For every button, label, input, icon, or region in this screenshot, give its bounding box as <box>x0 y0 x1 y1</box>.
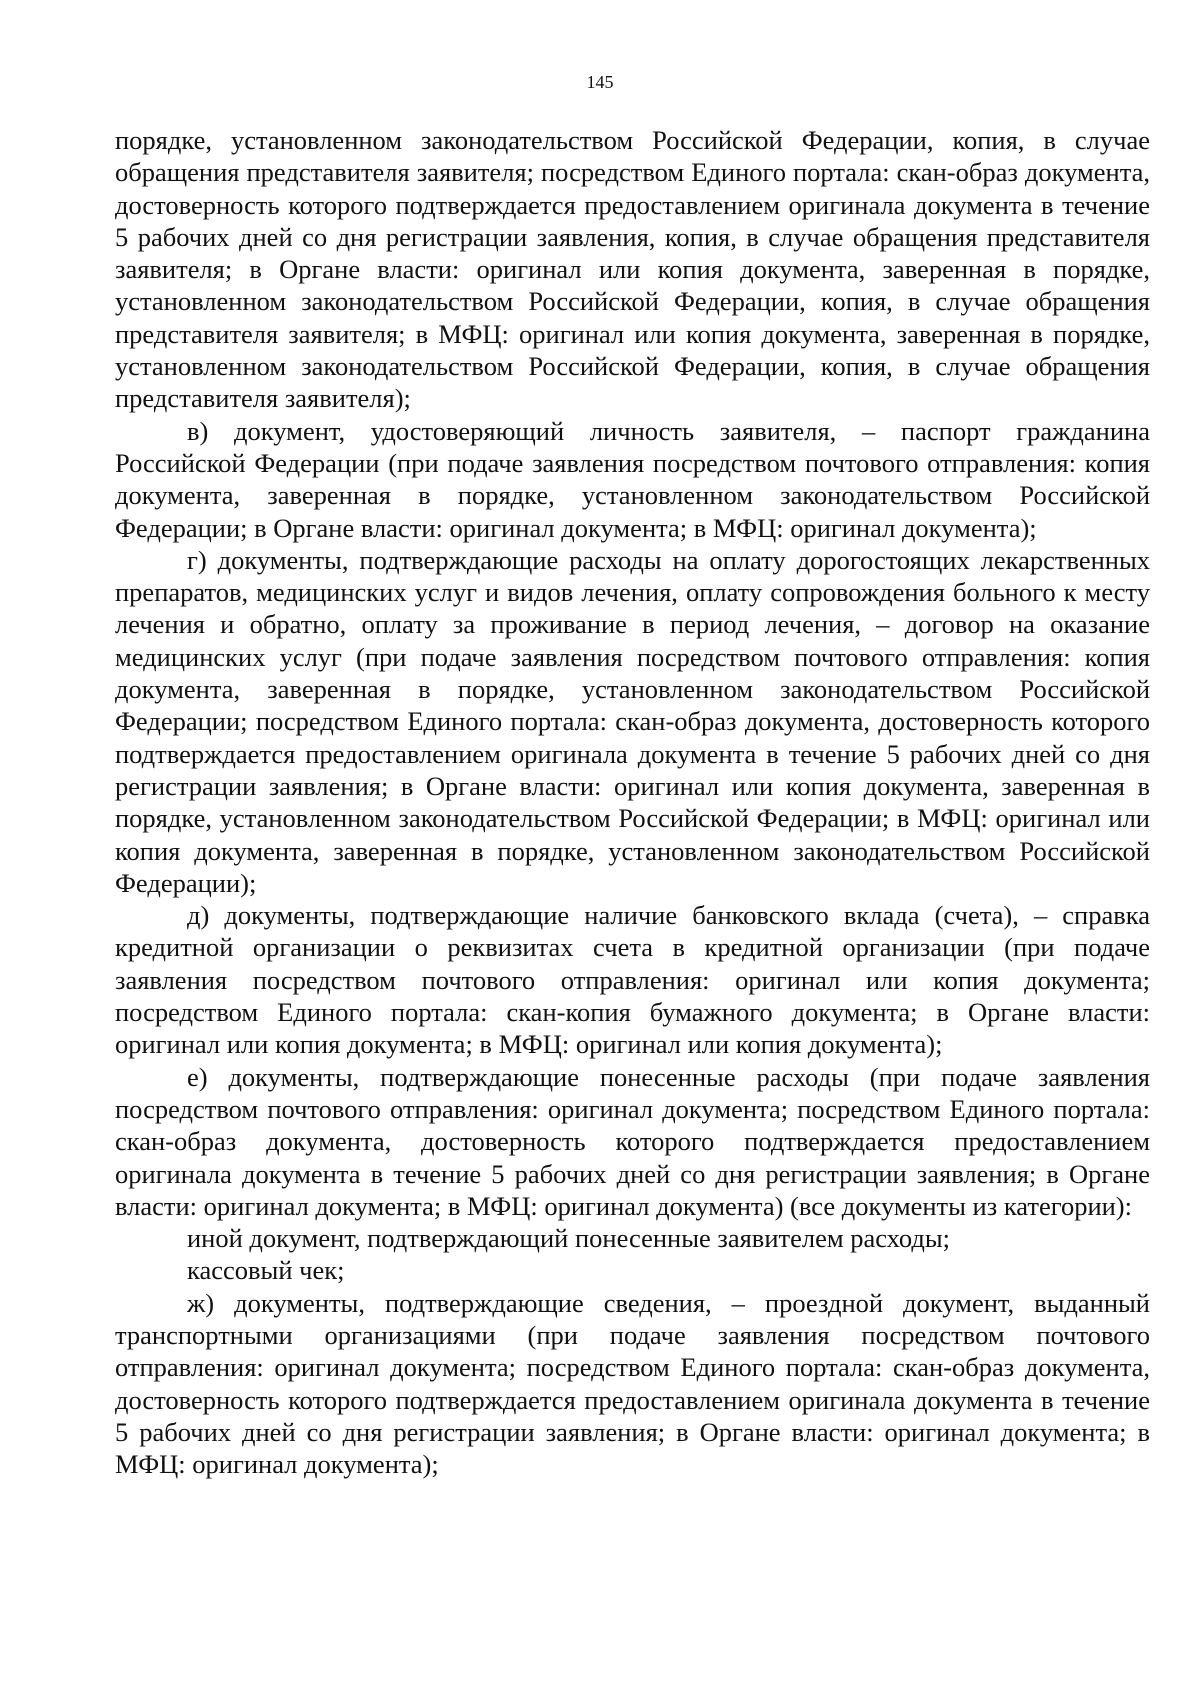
paragraph-item-g: г) документы, подтверждающие расходы на оплату дорогостоящих лекарственных препаратов, медицинских услуг и видов лечения, оплату сопровождения больного к месту лечения и обратно, оплату за проживание в период лечения, – договор на оказание медицинских услуг (при подаче заявления посредством почтового отправления: копия документа, заверенная в порядке, установленном законодательством Российской Федерации; посредством Единого портала: скан-образ документа, достоверность которого подтверждается предоставлением оригинала документа в течение 5 рабочих дней со дня регистрации заявления; в Органе власти: оригинал или копия документа, заверенная в порядке, установленном законодательством Российской Федерации; в МФЦ: оригинал или копия документа, заверенная в порядке, установленном законодательством Российской Федерации); <box>115 544 1150 898</box>
document-body <box>115 124 1150 1480</box>
paragraph-other-document: иной документ, подтверждающий понесенные заявителем расходы; <box>187 1223 951 1254</box>
paragraph-item-e: е) документы, подтверждающие понесенные расходы (при подаче заявления посредством почтового отправления: оригинал документа; посредством Единого портала: скан-образ документа, достоверность которого подтверждается предоставлением оригинала документа в течение 5 рабочих дней со дня регистрации заявления; в Органе власти: оригинал документа; в МФЦ: оригинал документа) (все документы из категории): <box>115 1061 1150 1221</box>
paragraph-cash-receipt: кассовый чек; <box>187 1255 345 1286</box>
paragraph-continuation: порядке, установленном законодательством Российской Федерации, копия, в случае обращения представителя заявителя; посредством Единого портала: скан-образ документа, достоверность которого подтверждается предоставлением оригинала документа в течение 5 рабочих дней со дня регистрации заявления, копия, в случае обращения представителя заявителя; в Органе власти: оригинал или копия документа, заверенная в порядке, установленном законодательством Российской Федерации, копия, в случае обращения представителя заявителя; в МФЦ: оригинал или копия документа, заверенная в порядке, установленном законодательством Российской Федерации, копия, в случае обращения представителя заявителя); <box>115 125 1150 414</box>
paragraph-item-v: в) документ, удостоверяющий личность заявителя, – паспорт гражданина Российской Федерации (при подаче заявления посредством почтового отправления: копия документа, заверенная в порядке, установленном законодательством Российской Федерации; в Органе власти: оригинал документа; в МФЦ: оригинал документа); <box>115 415 1150 543</box>
paragraph-item-d: д) документы, подтверждающие наличие банковского вклада (счета), – справка кредитной организации о реквизитах счета в кредитной организации (при подаче заявления посредством почтового отправления: оригинал или копия документа; посредством Единого портала: скан-копия бумажного документа; в Органе власти: оригинал или копия документа; в МФЦ: оригинал или копия документа); <box>115 900 1150 1060</box>
paragraph-item-zh: ж) документы, подтверждающие сведения, – проездной документ, выданный транспортными организациями (при подаче заявления посредством почтового отправления: оригинал документа; посредством Единого портала: скан-образ документа, достоверность которого подтверждается предоставлением оригинала документа в течение 5 рабочих дней со дня регистрации заявления; в Органе власти: оригинал документа; в МФЦ: оригинал документа); <box>115 1287 1150 1480</box>
page-number: 145 <box>586 72 614 92</box>
